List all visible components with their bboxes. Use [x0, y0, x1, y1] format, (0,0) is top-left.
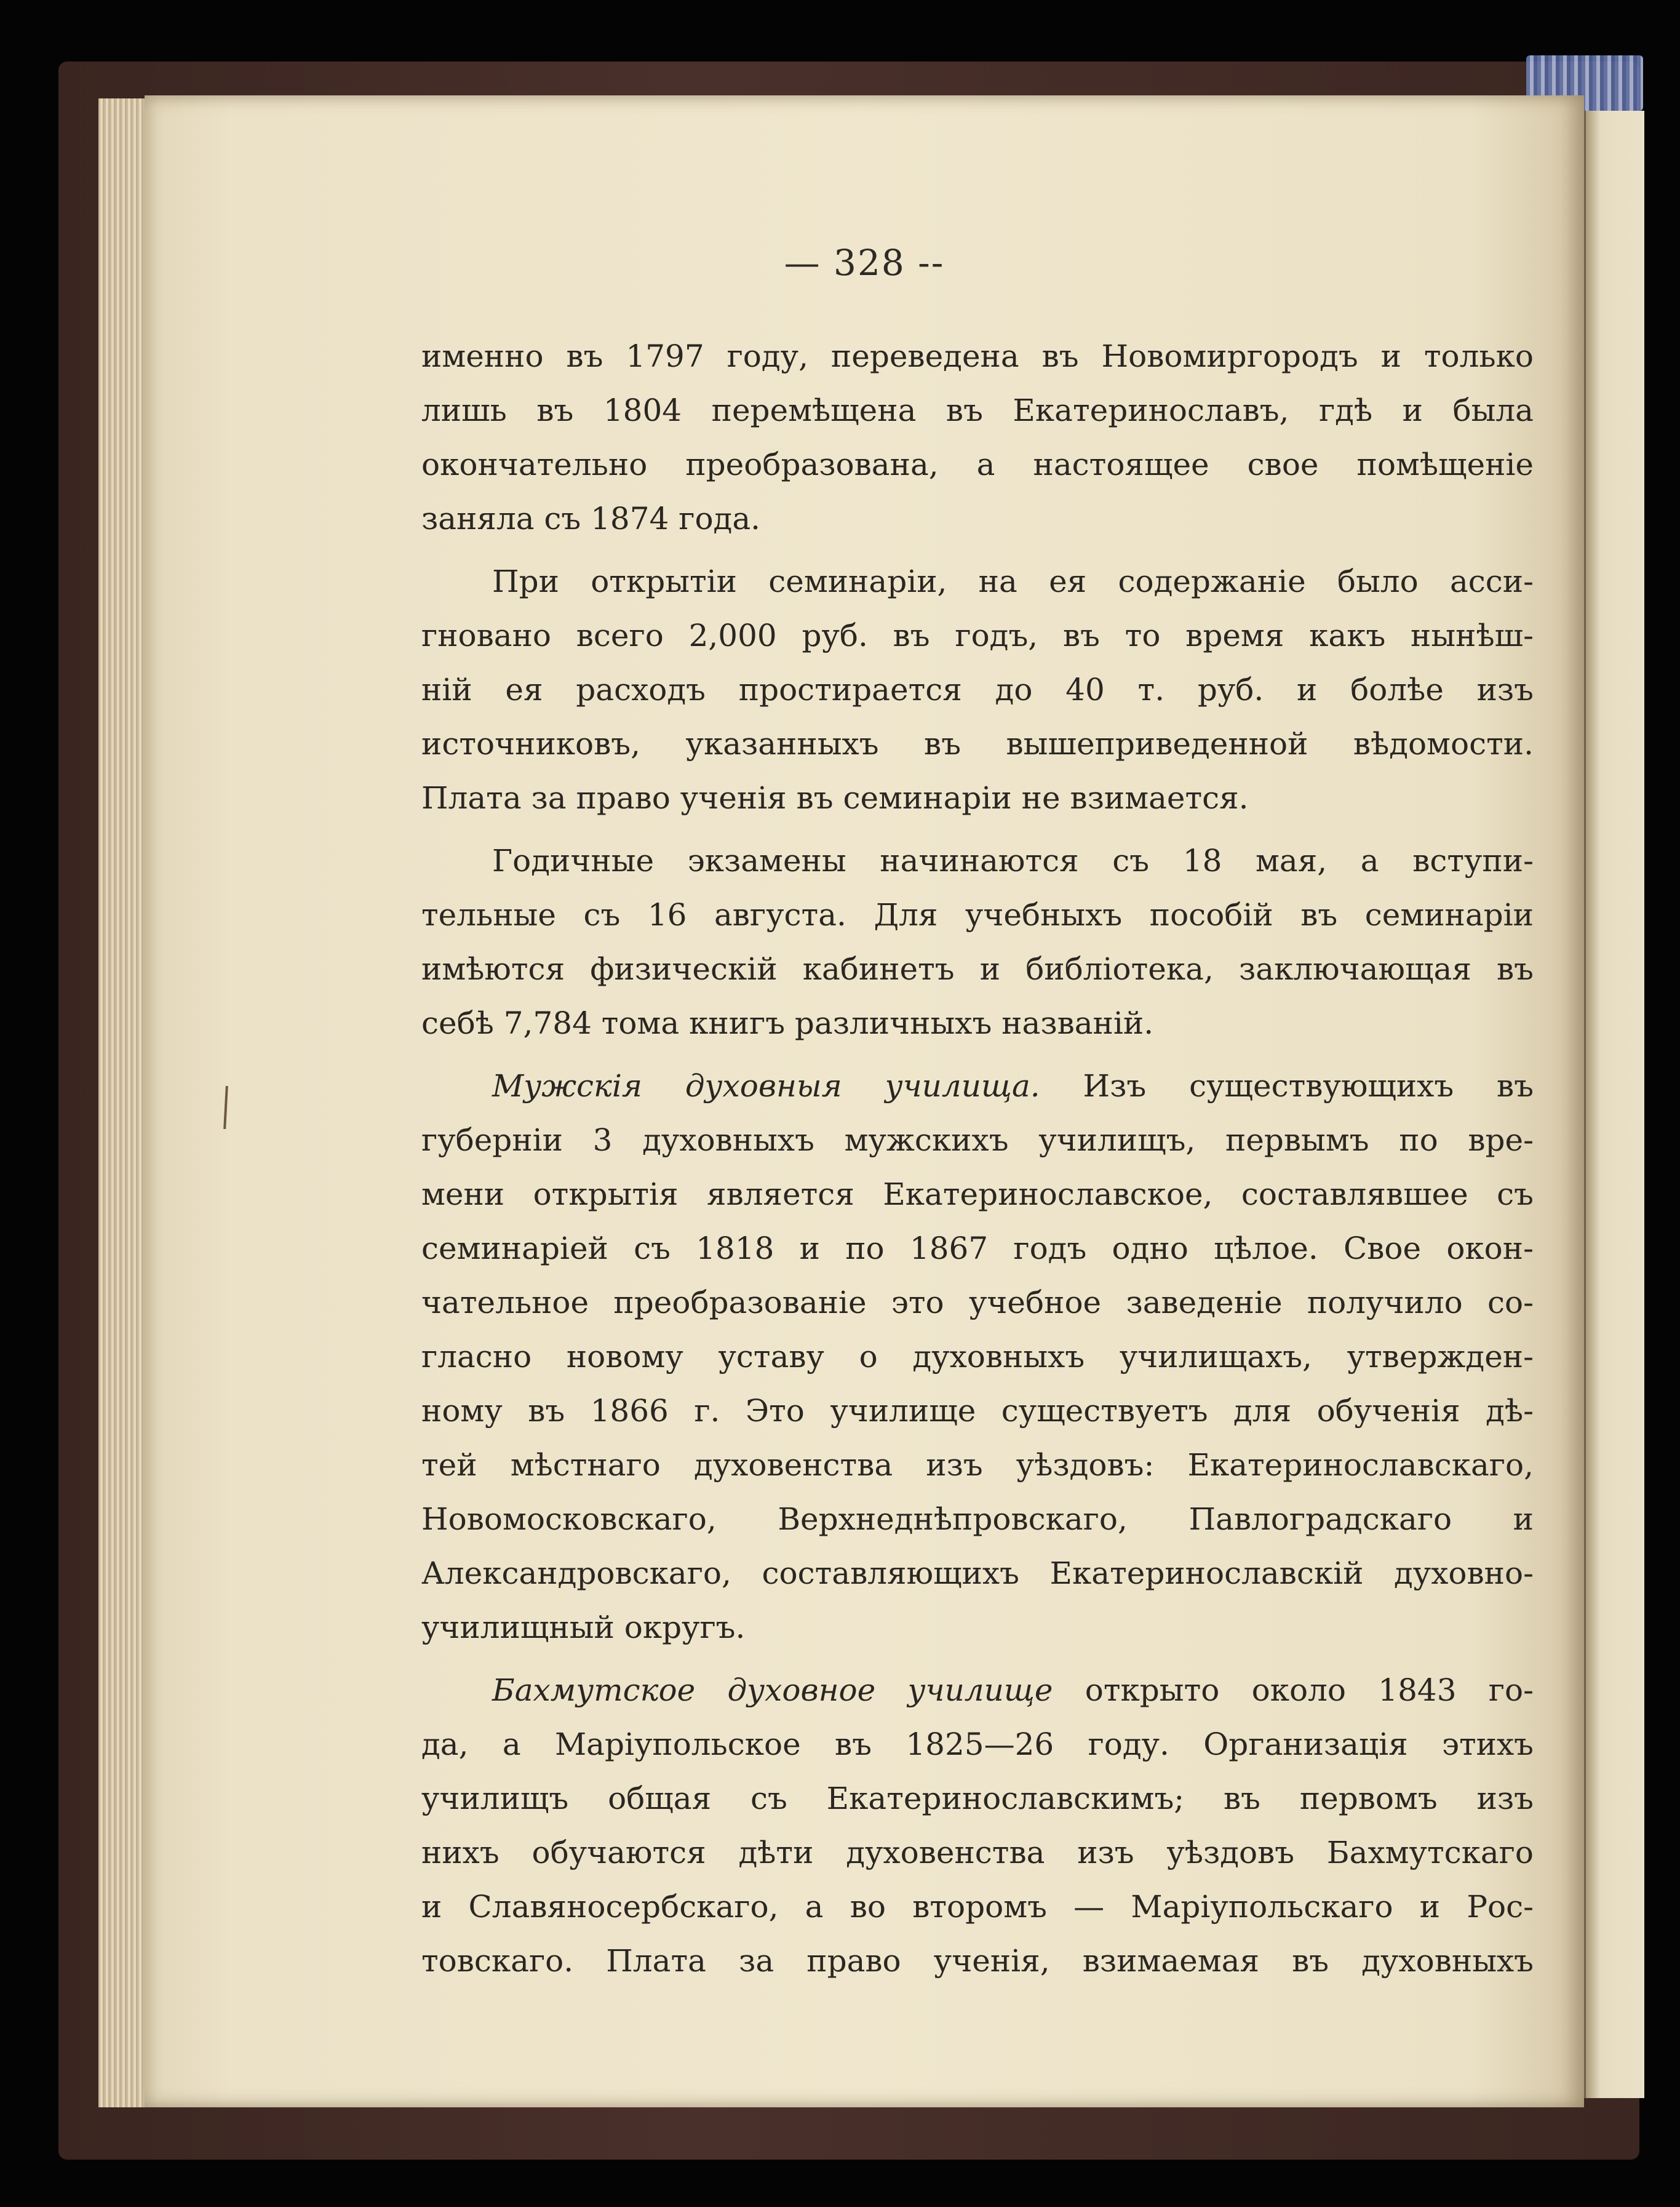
- text-line: окончательно преобразована, а настоящее свое помѣщеніе: [421, 447, 1534, 482]
- book-page: [145, 95, 1584, 2107]
- text-line: училищный округъ.: [421, 1610, 746, 1645]
- text-line: губерніи 3 духовныхъ мужскихъ училищъ, первымъ по вре-: [421, 1122, 1534, 1158]
- text-line: [421, 1663, 1534, 1717]
- text-line: Новомосковскаго, Верхнеднѣпровскаго, Павлоградскаго и: [421, 1501, 1534, 1537]
- text-line: товскаго. Плата за право ученія, взимаемая въ духовныхъ: [421, 1943, 1534, 1979]
- text-line: училищъ общая съ Екатеринославскимъ; въ первомъ изъ: [421, 1781, 1534, 1816]
- text-line: себѣ 7,784 тома книгъ различныхъ названій.: [421, 1005, 1154, 1041]
- page-number: — 328 --: [784, 242, 945, 284]
- text-line: источниковъ, указанныхъ въ вышеприведенной вѣдомости.: [421, 726, 1534, 762]
- text-line: тей мѣстнаго духовенства изъ уѣздовъ: Екатеринославскаго,: [421, 1447, 1534, 1483]
- text-line: заняла съ 1874 года.: [421, 501, 761, 537]
- text-line: Годичные экзамены начинаются съ 18 мая, а вступи-: [492, 843, 1534, 879]
- text-line: имѣются физическій кабинетъ и библіотека, заключающая въ: [421, 951, 1534, 987]
- text-line: мени открытія является Екатеринославское, составлявшее съ: [421, 1176, 1534, 1212]
- page-edges: [98, 98, 148, 2107]
- text-line: ному въ 1866 г. Это училище существуетъ для обученія дѣ-: [421, 1393, 1534, 1429]
- text-line: ній ея расходъ простирается до 40 т. руб. и болѣе изъ: [421, 672, 1534, 708]
- text-line: нихъ обучаются дѣти духовенства изъ уѣздовъ Бахмутскаго: [421, 1835, 1534, 1870]
- text-line: именно въ 1797 году, переведена въ Новомиргородъ и только: [421, 338, 1534, 374]
- text-line: гновано всего 2,000 руб. въ годъ, въ то время какъ нынѣш-: [421, 618, 1534, 653]
- body-text: [421, 329, 1534, 1988]
- text-line: Плата за право ученія въ семинаріи не взимается.: [421, 780, 1249, 816]
- text-span: открыто около 1843 го-: [1053, 1672, 1534, 1708]
- text-line: да, а Маріупольское въ 1825—26 году. Организація этихъ: [421, 1726, 1534, 1762]
- text-line: гласно новому уставу о духовныхъ училищахъ, утвержден-: [421, 1339, 1534, 1375]
- section-heading: Бахмутское духовное училище: [492, 1672, 1053, 1708]
- text-line: тельные съ 16 августа. Для учебныхъ пособій въ семинаріи: [421, 897, 1534, 933]
- text-span: Изъ существующихъ въ: [1040, 1068, 1534, 1104]
- text-line: семинаріей съ 1818 и по 1867 годъ одно цѣлое. Свое окон-: [421, 1231, 1534, 1266]
- facing-page-edge: [1584, 111, 1644, 2098]
- text-line: При открытіи семинаріи, на ея содержаніе было асси-: [492, 564, 1534, 599]
- text-line: чательное преобразованіе это учебное заведеніе получило со-: [421, 1285, 1534, 1320]
- text-line: и Славяносербскаго, а во второмъ — Маріупольскаго и Рос-: [421, 1889, 1534, 1925]
- text-line: Александровскаго, составляющихъ Екатеринославскій духовно-: [421, 1555, 1534, 1591]
- text-line: [421, 1059, 1534, 1113]
- section-heading: Мужскія духовныя училища.: [492, 1068, 1040, 1104]
- text-line: лишь въ 1804 перемѣщена въ Екатеринославъ, гдѣ и была: [421, 393, 1534, 428]
